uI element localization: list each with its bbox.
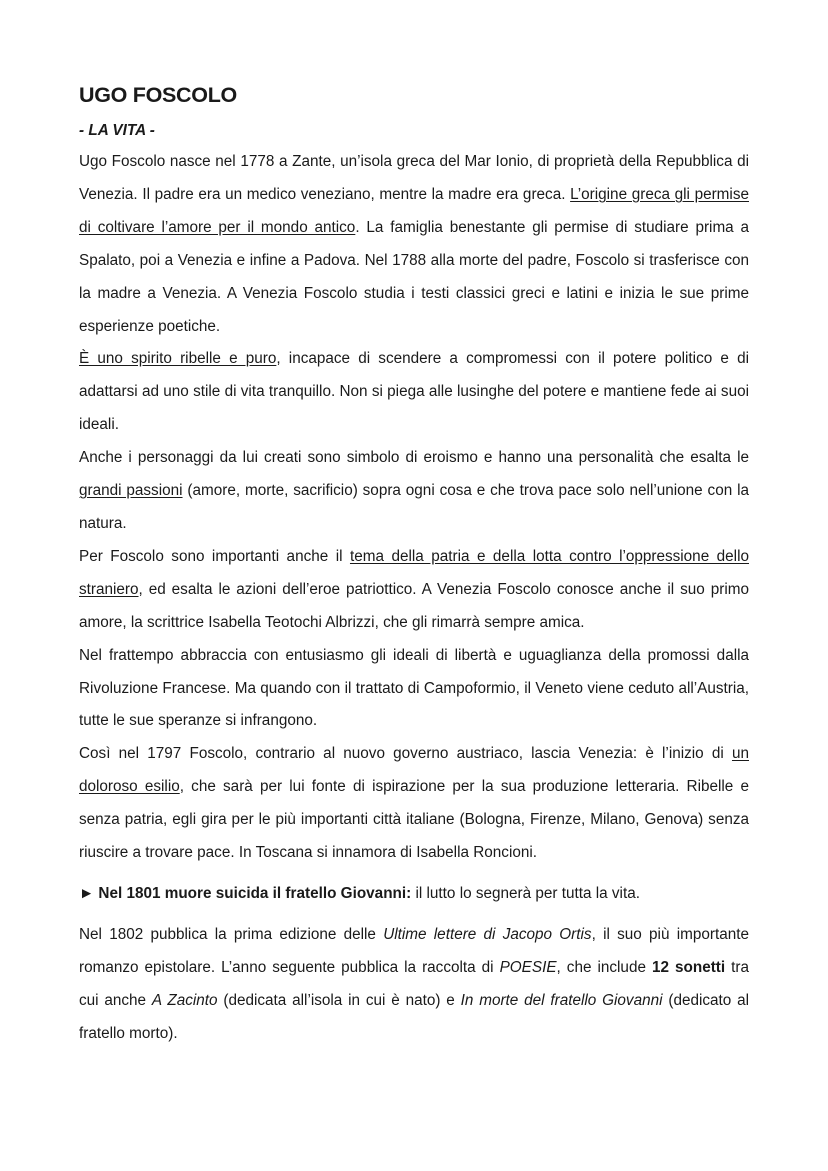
underlined-text: È uno spirito ribelle e puro — [79, 350, 277, 368]
text: il lutto lo segnerà per tutta la vita. — [411, 884, 640, 902]
text: , che sarà per lui fonte di ispirazione per la sua produzione letteraria. Ribelle e senza patria, egli gira per le più importanti città italiane (Bologna, Firenze, Milano, Genova) senza riuscire a trovare pace. In Toscana si innamora di Isabella Roncioni. — [79, 778, 749, 862]
underlined-text: un doloroso esilio — [79, 745, 749, 796]
underlined-text: L’origine greca gli permise di coltivare l’amore per il mondo antico — [79, 185, 749, 236]
paragraph-homeland — [79, 541, 749, 640]
text: Nel 1802 pubblica la prima edizione delle — [79, 925, 384, 943]
italic-title: POESIE — [499, 958, 557, 976]
paragraph-origins — [79, 146, 749, 343]
text: tra cui anche — [79, 958, 750, 1009]
paragraph-characters — [79, 442, 749, 541]
text: Così nel 1797 Foscolo, contrario al nuovo governo austriaco, lascia Venezia: è l’inizio di — [79, 745, 732, 763]
text: , il suo più importante romanzo epistolare. L’anno seguente pubblica la raccolta di — [79, 925, 749, 976]
text: , ed esalta le azioni dell’eroe patriottico. A Venezia Foscolo conosce anche il suo primo amore, la scrittrice Isabella Teotochi Albrizzi, che gli rimarrà sempre amica. — [79, 580, 749, 631]
italic-title: Ultime lettere di Jacopo Ortis — [383, 925, 592, 943]
page-title: UGO FOSCOLO — [79, 83, 237, 107]
underlined-text: tema della patria e della lotta contro l’oppressione dello straniero — [79, 547, 749, 598]
bold-text: 12 sonetti — [651, 958, 726, 976]
text: (dedicata all’isola in cui è nato) e — [217, 991, 461, 1009]
text: Ugo Foscolo nasce nel 1778 a Zante, un’isola greca del Mar Ionio, di proprietà della Repubblica di Venezia. Il padre era un medico veneziano, mentre la madre era greca. — [79, 153, 749, 203]
text: (amore, morte, sacrificio) sopra ogni cosa e che trova pace solo nell’unione con la natura. — [79, 482, 749, 532]
italic-title: A Zacinto — [151, 991, 218, 1009]
section-heading: - LA VITA - — [79, 122, 155, 139]
underlined-text: grandi passioni — [79, 482, 183, 500]
text: , che include — [556, 958, 652, 976]
text: (dedicato al fratello morto). — [79, 991, 750, 1042]
text: Anche i personaggi da lui creati sono simbolo di eroismo e hanno una personalità che esalta le — [79, 449, 749, 467]
triangle-bullet-icon: ► — [79, 884, 95, 902]
paragraph-exile — [79, 738, 749, 870]
bold-text: Nel 1801 muore suicida il fratello Giovanni: — [94, 884, 412, 902]
text: Per Foscolo sono importanti anche il — [79, 547, 350, 565]
paragraph-brother — [79, 878, 749, 911]
text: . La famiglia benestante gli permise di studiare prima a Spalato, poi a Venezia e infine a Padova. Nel 1788 alla morte del padre, Foscolo si trasferisce con la madre a Venezia. A Venezia Foscolo studia i testi classici greci e latini e inizia le sue prime esperienze poetiche. — [79, 218, 749, 335]
paragraph-works — [79, 919, 749, 1051]
text: , incapace di scendere a compromessi con il potere politico e di adattarsi ad uno stile di vita tranquillo. Non si piega alle lusinghe del potere e mantiene fede ai suoi ideali. — [79, 350, 750, 434]
paragraph-revolution: Nel frattempo abbraccia con entusiasmo gli ideali di libertà e uguaglianza della promossi dalla Rivoluzione Francese. Ma quando con il trattato di Campoformio, il Veneto viene ceduto all’Austria, tutte le sue speranze si infrangono. — [79, 646, 749, 730]
italic-title: In morte del fratello Giovanni — [460, 991, 663, 1009]
paragraph-spirit — [79, 343, 749, 442]
